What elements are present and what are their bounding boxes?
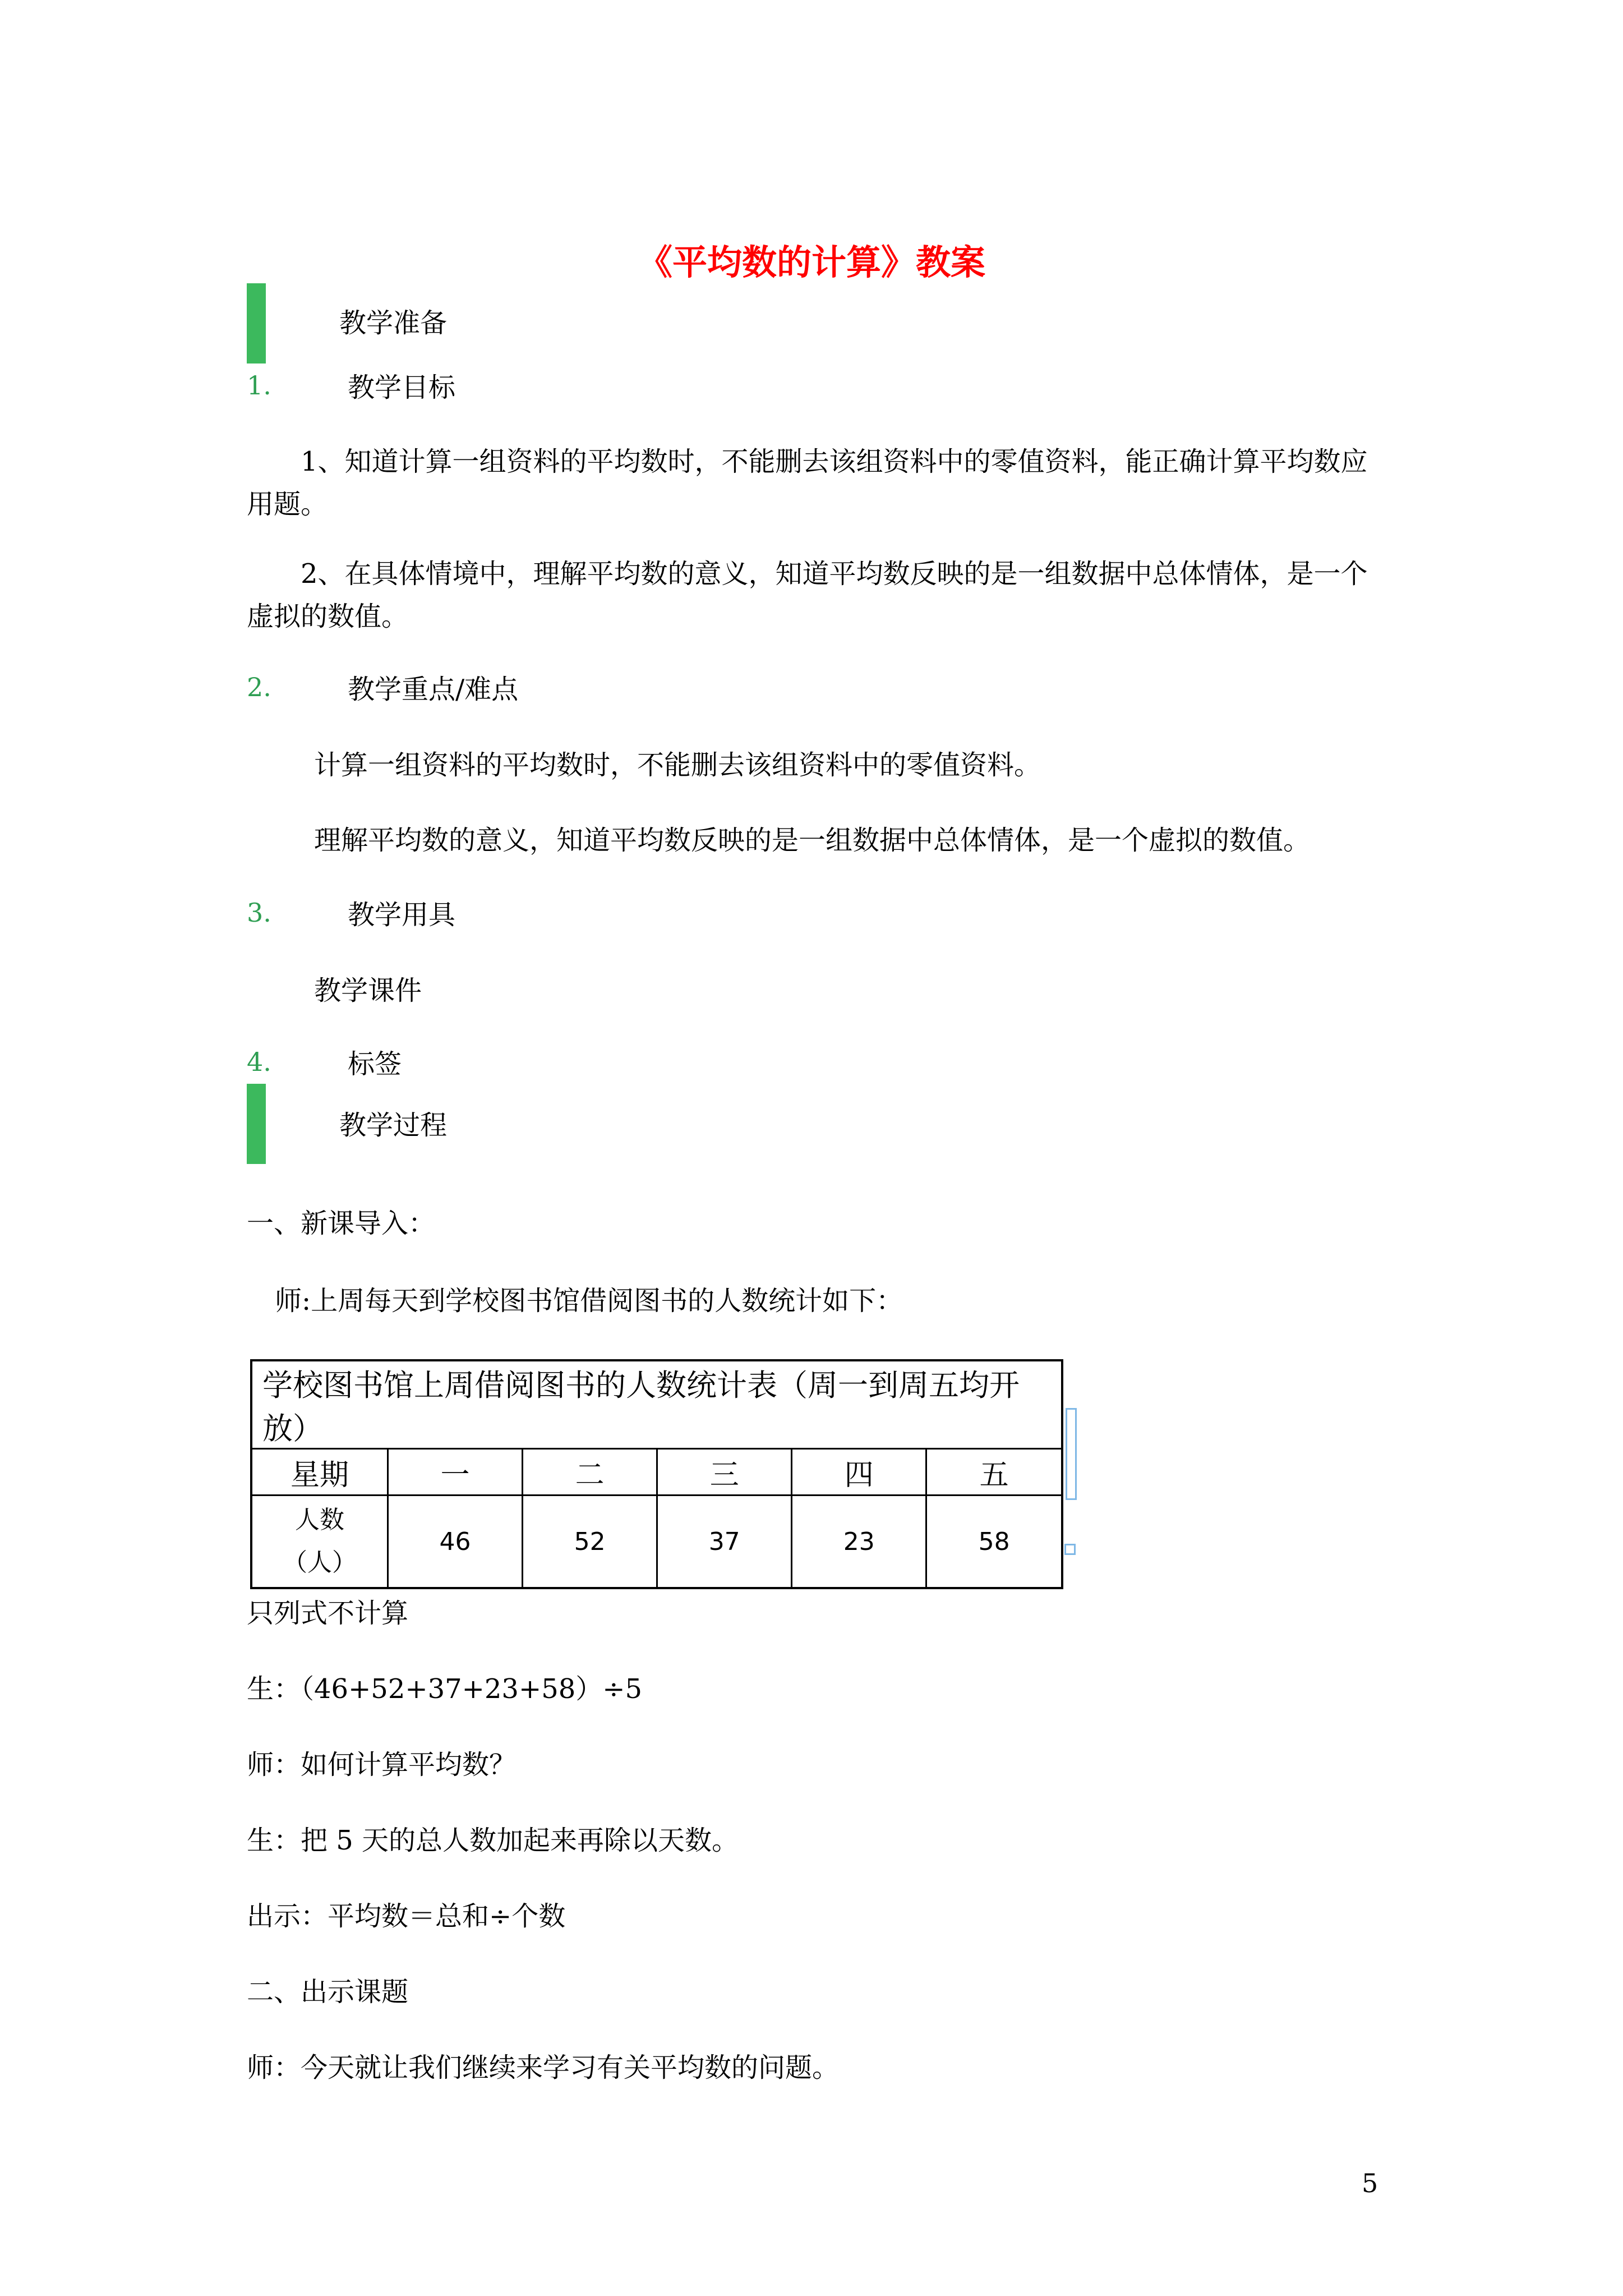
table-header-day: 一 (388, 1449, 523, 1496)
table-row (251, 1496, 1062, 1589)
item-label-tags: 标签 (348, 1048, 402, 1080)
section-marker-bar (247, 1084, 266, 1164)
lesson-line: 师：今天就让我们继续来学习有关平均数的问题。 (247, 2052, 840, 2083)
table-header-day: 五 (926, 1449, 1062, 1496)
borrowing-stats-table (250, 1359, 1063, 1589)
table-cell-value: 58 (926, 1496, 1062, 1589)
item-label-key-points: 教学重点/难点 (348, 674, 519, 705)
resize-handle (1066, 1408, 1077, 1500)
goal-paragraph-1: 1、知道计算一组资料的平均数时，不能删去该组资料中的零值资料，能正确计算平均数应用题。 (247, 446, 1368, 520)
table-header-day: 三 (657, 1449, 792, 1496)
item-label-goals: 教学目标 (348, 372, 456, 403)
item-number-1: 1. (247, 370, 271, 401)
section-marker-bar (247, 283, 266, 364)
page-number: 5 (1362, 2168, 1378, 2198)
key-point-2: 理解平均数的意义，知道平均数反映的是一组数据中总体情体，是一个虚拟的数值。 (314, 825, 1311, 856)
intro-text: 师:上周每天到学校图书馆借阅图书的人数统计如下： (275, 1285, 903, 1317)
document-title: 《平均数的计算》教案 (637, 242, 985, 283)
goal-paragraph-2: 2、在具体情境中，理解平均数的意义，知道平均数反映的是一组数据中总体情体，是一个虚拟的数值。 (247, 558, 1368, 632)
lesson-line: 生：把 5 天的总人数加起来再除以天数。 (247, 1825, 739, 1856)
section-heading-process: 教学过程 (339, 1110, 448, 1141)
table-header-day: 二 (523, 1449, 657, 1496)
table-header-day: 四 (792, 1449, 926, 1496)
table-row-label-line1: 人数 (295, 1506, 344, 1534)
lesson-line: 出示：平均数＝总和÷个数 (247, 1901, 566, 1932)
resize-handle (1064, 1544, 1076, 1555)
lesson-line: 师：如何计算平均数？ (247, 1749, 517, 1780)
table-cell-value: 52 (523, 1496, 657, 1589)
key-point-1: 计算一组资料的平均数时，不能删去该组资料中的零值资料。 (314, 749, 1041, 781)
table-row-label (251, 1496, 388, 1589)
lesson-line: 二、出示课题 (247, 1976, 409, 2008)
intro-heading: 一、新课导入： (247, 1208, 436, 1239)
item-number-3: 3. (247, 898, 271, 928)
table-row-label-line2: （人） (283, 1548, 357, 1577)
lesson-line: 只列式不计算 (247, 1598, 409, 1629)
table-cell-value: 46 (388, 1496, 523, 1589)
table-cell-value: 23 (792, 1496, 926, 1589)
table-header-row (251, 1449, 1062, 1496)
table-cell-value: 37 (657, 1496, 792, 1589)
lesson-line: 生：（46+52+37+23+58）÷5 (247, 1673, 643, 1705)
tools-text: 教学课件 (314, 975, 422, 1006)
item-number-2: 2. (247, 672, 271, 702)
item-number-4: 4. (247, 1047, 271, 1077)
section-heading-prep: 教学准备 (339, 307, 448, 339)
item-label-tools: 教学用具 (348, 899, 456, 931)
table-header-label: 星期 (251, 1449, 388, 1496)
table-caption: 学校图书馆上周借阅图书的人数统计表（周一到周五均开放） (251, 1360, 1062, 1449)
